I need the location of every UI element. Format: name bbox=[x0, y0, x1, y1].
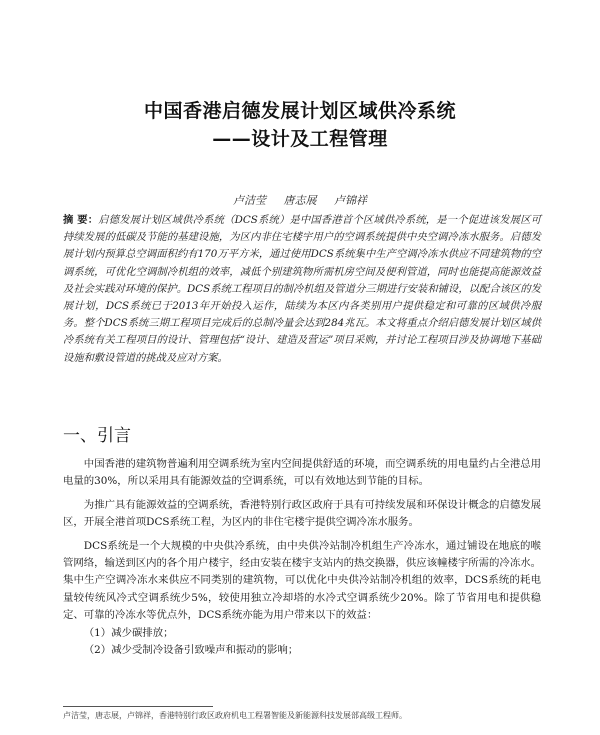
list-item: （2）减少受制冷设备引致噪声和振动的影响； bbox=[83, 644, 299, 657]
title-line-2: ——设计及工程管理 bbox=[212, 128, 388, 150]
list-item: （1）减少碳排放； bbox=[83, 626, 174, 639]
abstract-text: 启德发展计划区域供冷系统（DCS系统）是中国香港首个区域供冷系统，是一个促进该发展区可持续发展的低碳及节能的基建设施，为区内非住宅楼宇用户的空调系统提供中央空调冷冻水服务。启德发展计划内预算总空调面积约有170万平方米，通过使用DCS系统集中生产空调冷冻水供应不同建筑物的空调系统，可优化空调制冷机组的效率，减低个别建筑物所需机房空间及便利管道，同时也能提高能源效益及社会实践对环境的保护。DCS系统工程项目的制冷机组及管道分三期进行安装和铺设，以配合该区的发展计划，DCS系统已于2013年开始投入运作，陆续为本区内各类别用户提供稳定和可靠的区域供冷服务。整个DCS系统三期工程项目完成后的总制冷量会达到284兆瓦。本文将重点介绍启德发展计划区域供冷系统有关工程项目的设计、管理包括“设计、建造及营运”项目采购，并讨论工程项目涉及协调地下基础设施和敷设管道的挑战及应对方案。 bbox=[63, 214, 541, 364]
abstract-label: 摘 要： bbox=[63, 214, 99, 226]
section-heading: 一、引言 bbox=[63, 426, 131, 446]
body-text bbox=[63, 456, 541, 659]
paragraph: DCS系统是一个大规模的中央供冷系统，由中央供冷站制冷机组生产冷冻水，通过铺设在地底的喉管网络，输送到区内的各个用户楼宇，经由安装在楼宇支站内的热交换器，供应该幢楼宇所需的冷冻水。集中生产空调冷冻水来供应不同类别的建筑物，可以优化中央供冷站制冷机组的效率，DCS系统的耗电量较传统风冷式空调系统少5%，较使用独立冷却塔的水冷式空调系统少20%。除了节省用电和提供稳定、可靠的冷冻水等优点外，DCS系统亦能为用户带来以下的效益： bbox=[63, 539, 541, 622]
abstract bbox=[63, 212, 541, 367]
paragraph: 中国香港的建筑物普遍利用空调系统为室内空间提供舒适的环境，而空调系统的用电量约占全港总用电量的30%，所以采用具有能源效益的空调系统，可以有效地达到节能的目标。 bbox=[63, 458, 541, 488]
paragraph: 为推广具有能源效益的空调系统，香港特别行政区政府于具有可持续发展和环保设计概念的启德发展区，开展全港首项DCS系统工程，为区内的非住宅楼宇提供空调冷冻水服务。 bbox=[63, 498, 541, 529]
footnote-divider bbox=[63, 706, 213, 707]
authors: 卢洁莹 唐志展 卢锦祥 bbox=[233, 194, 367, 207]
footnote: 卢洁莹，唐志展，卢锦祥，香港特别行政区政府机电工程署智能及新能源科技发展部高级工程师。 bbox=[63, 711, 407, 720]
title-line-1: 中国香港启德发展计划区域供冷系统 bbox=[143, 100, 456, 122]
